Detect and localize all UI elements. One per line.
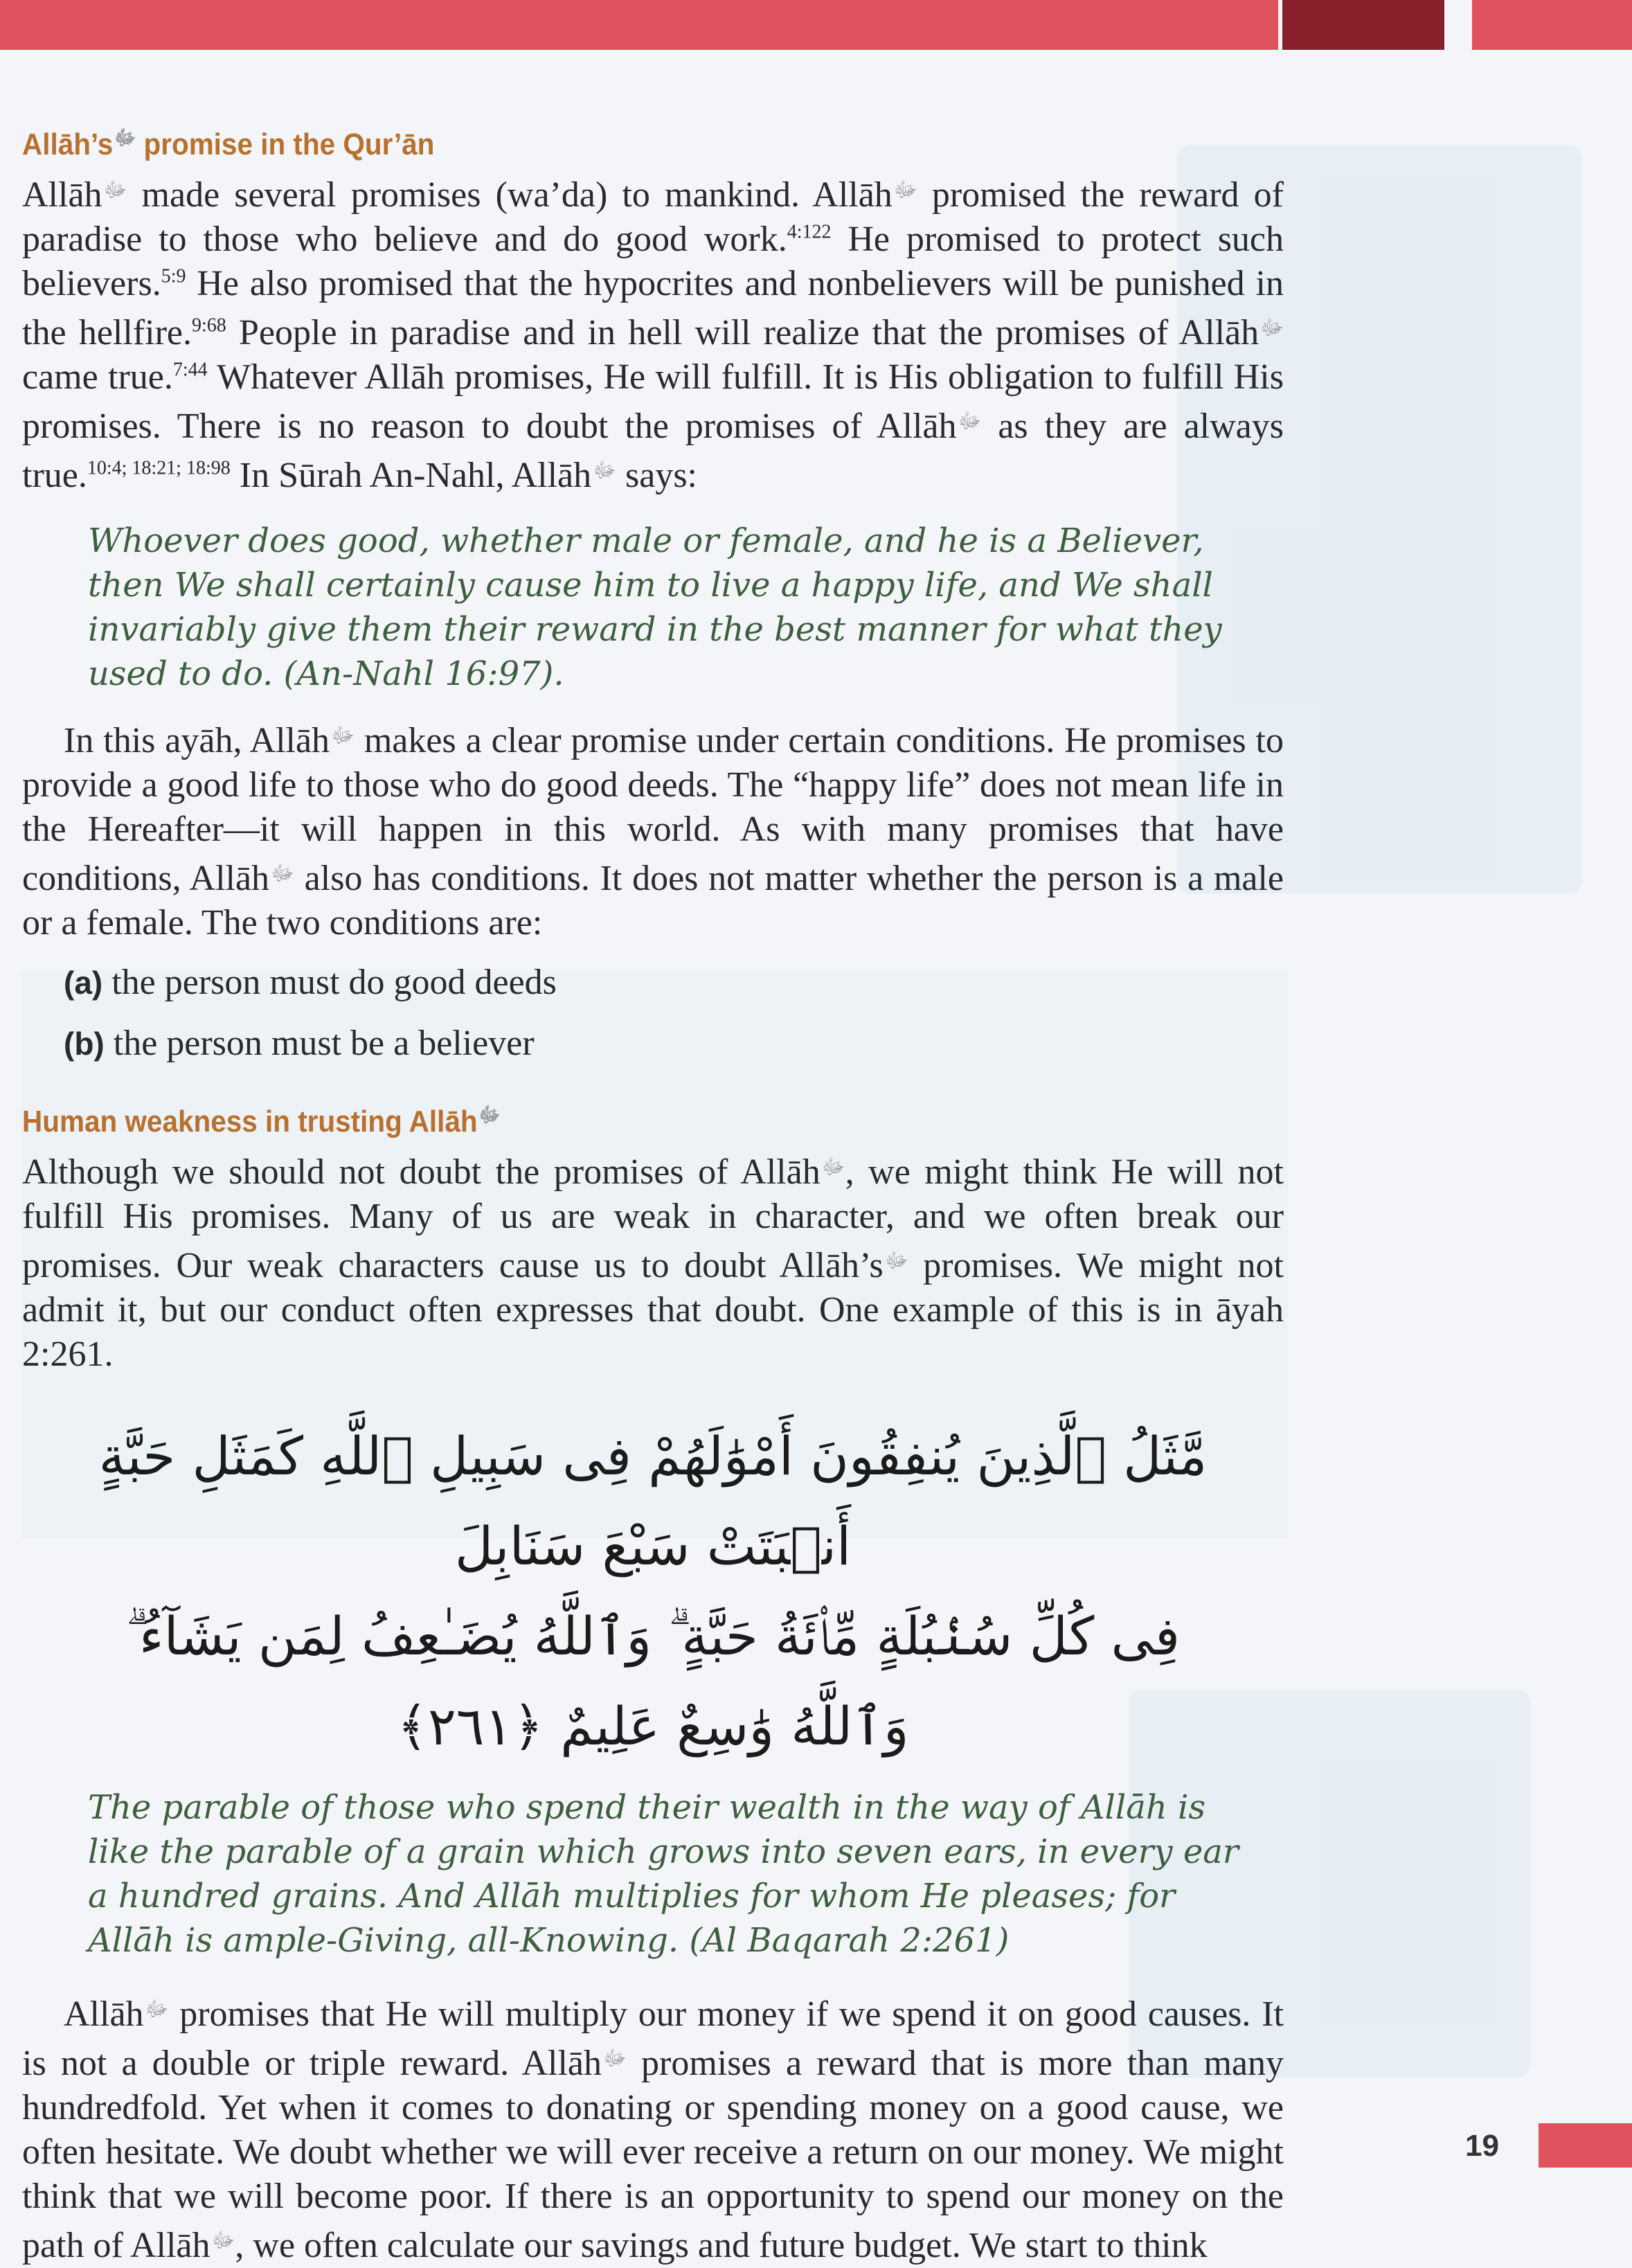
swt-glyph-icon: ﷻ: [331, 724, 355, 747]
swt-glyph-icon: ﷻ: [821, 1156, 845, 1179]
swt-glyph-icon: ﷻ: [593, 459, 616, 482]
page-number: 19: [1465, 2129, 1499, 2163]
section-heading: Human weakness in trusting Allāh$^ﷻ$: [22, 1104, 501, 1139]
quran-quote: Whoever does good, whether male or female, and he is a Believer, then We shall certainly cause him to live a happy life, and We shall invariably give them their reward in the best manner for what they used to do. (An-Nahl 16:97).: [88, 521, 1222, 693]
paragraph: Allāh$^ﷻ$ promises that He will multiply our money if we spend it on good causes. It is not a double or triple reward. Allāh$^ﷻ$ promises a reward that is more than many hundredfold. Yet when it comes to donating or spending money on a good cause, we often hesitate. We doubt whether we will ever receive a return on our money. We might think that we will become poor. If there is an opportunity to spend our money on the path of Allāh$^ﷻ$, we often calculate our savings and future budget. We start to think: [22, 1994, 1284, 2265]
arabic-line: فِى كُلِّ سُنۢبُلَةٍ مِّا۟ئَةُ حَبَّةٍ ۗ وَٱللَّهُ يُضَـٰعِفُ لِمَن يَشَآءُ ۗ وَٱللَّهُ وَٰسِعٌ عَلِيمٌ ﴿٢٦١﴾: [125, 1605, 1181, 1757]
citation: 4:122: [787, 221, 832, 243]
swt-glyph-icon: ﷻ: [271, 862, 294, 885]
swt-glyph-icon: ﷻ: [478, 1104, 501, 1127]
swt-glyph-icon: ﷻ: [211, 2229, 235, 2252]
swt-glyph-icon: ﷻ: [103, 179, 127, 202]
section-heading: $Allāh’s^ﷻ$ promise in the Qur’ān: [22, 127, 435, 161]
citation: 9:68: [191, 314, 226, 337]
paragraph: Although we should not doubt the promises of Allāh$^ﷻ$, we might think He will not fulfill His promises. Many of us are weak in character, and we often break our promises. Our weak characters cause us to doubt $Allāh’s^ﷻ$ promises. We might not admit it, but our conduct often expresses that doubt. One example of this is in āyah 2:261.: [22, 1152, 1284, 1374]
top-accent-bar-right: [1472, 0, 1632, 50]
page-content: [22, 118, 1284, 2268]
citation: 7:44: [172, 359, 208, 381]
swt-glyph-icon: ﷻ: [958, 410, 982, 433]
swt-glyph-icon: ﷻ: [145, 1998, 169, 2021]
swt-glyph-icon: ﷻ: [114, 127, 136, 150]
top-accent-bar-dark: [1282, 0, 1444, 50]
condition-item: (a) the person must do good deeds: [64, 963, 557, 1002]
paragraph: In this ayāh, Allāh$^ﷻ$ makes a clear promise under certain conditions. He promises to provide a good life to those who do good deeds. The “happy life” does not mean life in the Hereafter—it will happen in this world. As with many promises that have conditions, Allāh$^ﷻ$ also has conditions. It does not matter whether the person is a male or a female. The two conditions are:: [22, 721, 1284, 943]
swt-glyph-icon: ﷻ: [1260, 316, 1284, 339]
quran-translation: The parable of those who spend their wealth in the way of Allāh is like the parable of a grain which grows into seven ears, in every ear a hundred grains. And Allāh multiplies for whom He pleases; for Allāh is ample-Giving, all-Knowing. (Al Baqarah 2:261): [88, 1788, 1239, 1960]
swt-glyph-icon: ﷻ: [884, 1249, 908, 1272]
paragraph: Allāh$^ﷻ$ made several promises (wa’da) to mankind. Allāh$^ﷻ$ promised the reward of paradise to those who believe and do good work.$^{4:122}$ He promised to protect such believers.$^{5:9}$ He also promised that the hypocrites and nonbelievers will be punished in the hellfire.$^{9:68}$ People in paradise and in hell will realize that the promises of Allāh$^ﷻ$ came true.$^{7:44}$ Whatever Allāh promises, He will fulfill. It is His obligation to fulfill His promises. There is no reason to doubt the promises of Allāh$^ﷻ$ as they are always true.$^{10:4; 18:21; 18:98}$ In Sūrah An-Nahl, Allāh$^ﷻ$ says:: [22, 175, 1284, 495]
swt-glyph-icon: ﷻ: [603, 2047, 627, 2070]
top-accent-bar: [0, 0, 1278, 50]
condition-item: (b) the person must be a believer: [64, 1024, 535, 1063]
arabic-line: مَّثَلُ ٱلَّذِينَ يُنفِقُونَ أَمْوَٰلَهُمْ فِى سَبِيلِ ٱللَّهِ كَمَثَلِ حَبَّةٍ أَنۢبَتَتْ سَبْعَ سَنَابِلَ: [98, 1425, 1208, 1577]
swt-glyph-icon: ﷻ: [893, 179, 917, 202]
page-number-tab: [1539, 2123, 1632, 2168]
citation: 5:9: [161, 265, 186, 287]
citation: 10:4; 18:21; 18:98: [87, 457, 231, 479]
arabic-verse: [22, 1411, 1284, 1771]
